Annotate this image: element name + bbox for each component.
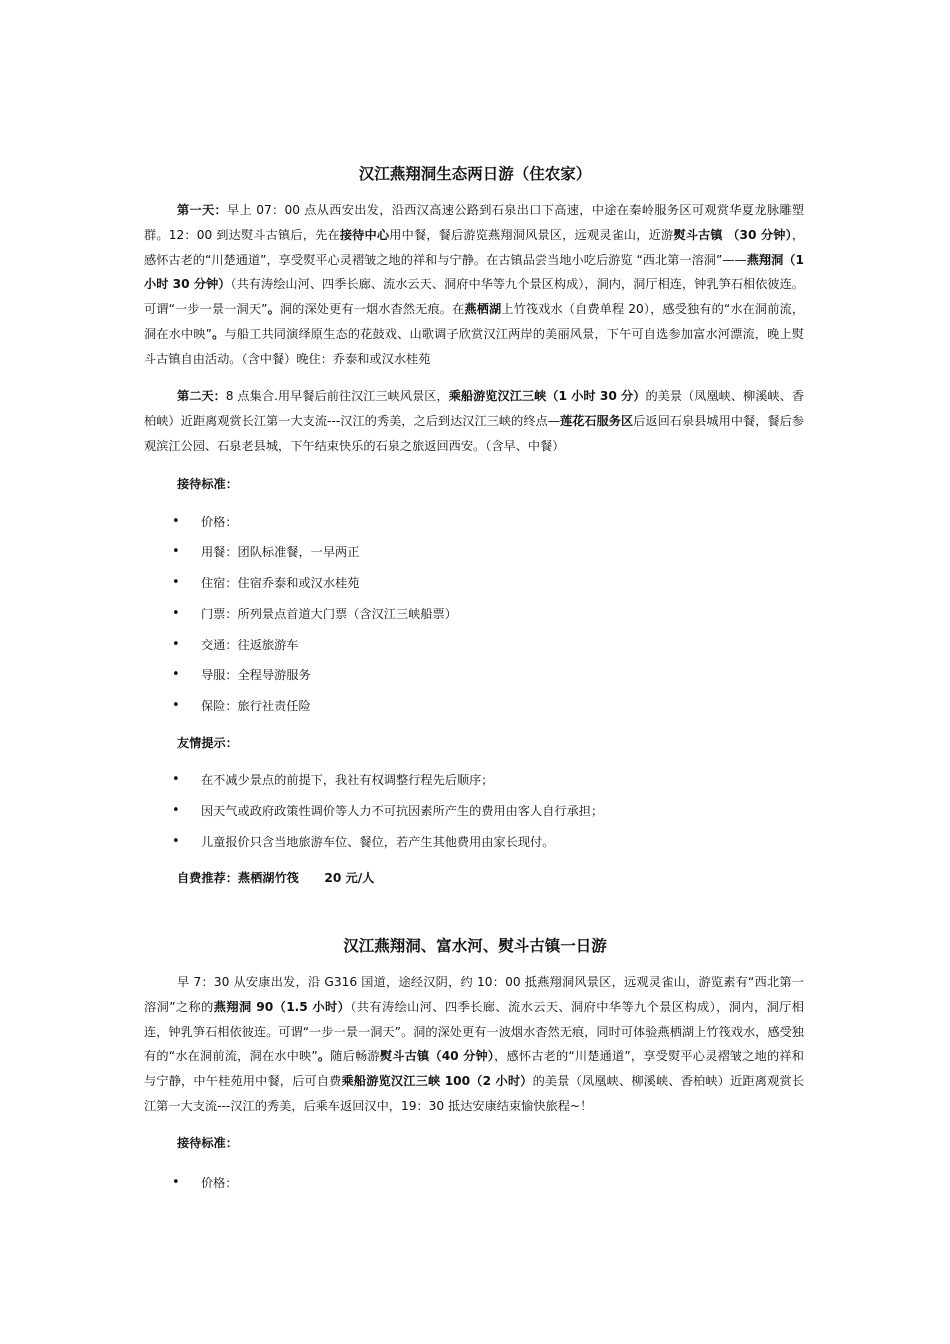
day1-paragraph <box>144 198 804 372</box>
day1-bold-6: 。 <box>211 326 225 341</box>
s2-text-4: ，感怀古老的“川楚通道”，享受熨平心灵褶皱之地的祥和与宁静，中午桂苑用中餐，后可自费 <box>144 1049 804 1089</box>
s2-text-3: 随后畅游 <box>330 1049 380 1064</box>
section2-title: 汉江燕翔洞、富水河、熨斗古镇一日游 <box>343 937 607 955</box>
list-item <box>0 831 700 853</box>
list-item-text: 价格： <box>201 515 238 529</box>
day2-lead: 第二天： <box>177 389 226 403</box>
bullet-icon: • <box>172 667 180 682</box>
standards-label: 接待标准： <box>177 477 238 491</box>
tips-label: 友情提示： <box>177 736 238 750</box>
bullet-icon: • <box>172 834 180 849</box>
s2-text-2: （共有涛绘山河、四季长廊、流水云天、洞府中华等九个景区构成），洞内，洞厅相连，钟乳笋石相依彼连。可谓“一步一景一洞天”。洞的深处更有一波烟水杳然无痕，同时可体验燕栖湖上竹筏戏水，感受独有的“水在洞前流，洞在水中映” <box>144 999 804 1064</box>
day1-text-2: 用中餐，餐后游览燕翔洞风景区，远观灵雀山，近游 <box>389 227 674 242</box>
list-item-text: 门票：所列景点首道大门票（含汉江三峡船票） <box>201 607 457 621</box>
list-item <box>0 572 700 594</box>
s2-bold-1: 燕翔洞 90（1.5 小时） <box>213 999 351 1014</box>
list-item-text: 价格： <box>201 1176 238 1190</box>
list-item-text: 交通：往返旅游车 <box>201 638 299 652</box>
day2-text-2: 的美景（凤凰峡、柳溪峡、香柏峡）近距离观赏长江第一大支流---汉江的秀美，之后到达汉江三峡的终点— <box>144 389 805 428</box>
day2-paragraph <box>144 384 804 458</box>
bullet-icon: • <box>172 575 180 590</box>
day1-text-6: 上竹筏戏水（自费单程 20），感受独有的“水在洞前流，洞在水中映” <box>144 302 805 341</box>
bullet-icon: • <box>172 637 180 652</box>
section2-paragraph <box>144 970 804 1119</box>
day1-bold-1: 接待中心 <box>339 227 390 242</box>
section1-title: 汉江燕翔洞生态两日游（住农家） <box>358 165 592 183</box>
bullet-icon: • <box>172 606 180 621</box>
list-item-text: 保险：旅行社责任险 <box>201 699 311 713</box>
day1-text-4: （共有涛绘山河、四季长廊、流水云天、洞府中华等九个景区构成），洞内，洞厅相连，钟乳笋石相依彼连。可谓“一步一景一洞天” <box>144 277 804 317</box>
s2-text-5: 的美景（凤凰峡、柳溪峡、香柏峡）近距离观赏长江第一大支流---汉江的秀美，后乘车返回汉中，19：30 抵达安康结束愉快旅程~！ <box>144 1074 805 1113</box>
list-item <box>0 1172 700 1194</box>
bullet-icon: • <box>172 803 180 818</box>
bullet-icon: • <box>172 772 180 787</box>
day1-text-1: 早上 07：00 点从西安出发，沿西汉高速公路到石泉出口下高速，中途在秦岭服务区可观赏华夏龙脉雕塑群。12：00 到达熨斗古镇后，先在 <box>144 203 805 242</box>
s2-bold-2: 。 <box>317 1049 331 1064</box>
day1-bold-5: 燕栖湖 <box>464 302 502 317</box>
list-item <box>0 800 700 822</box>
day2-bold-2: 莲花石服务区 <box>559 413 634 428</box>
list-item-text: 在不减少景点的前提下，我社有权调整行程先后顺序； <box>201 773 494 787</box>
list-item <box>0 603 700 625</box>
day2-text-3: 后返回石泉县城用中餐，餐后参观滨江公园、石泉老县城，下午结束快乐的石泉之旅返回西安。（含早、中餐） <box>144 413 805 453</box>
s2-bold-3: 熨斗古镇（40 分钟） <box>379 1049 495 1064</box>
list-item <box>0 769 700 791</box>
list-item-text: 导服：全程导游服务 <box>201 668 311 682</box>
list-item <box>0 634 700 656</box>
bullet-icon: • <box>172 544 180 559</box>
bullet-icon: • <box>172 514 180 529</box>
list-item <box>0 511 700 533</box>
bullet-icon: • <box>172 698 180 713</box>
list-item <box>0 541 700 563</box>
s2-bold-4: 乘船游览汉江三峡 100（2 小时） <box>341 1074 533 1089</box>
list-item <box>0 664 700 686</box>
list-item-text: 儿童报价只含当地旅游车位、餐位，若产生其他费用由家长现付。 <box>201 835 555 849</box>
day1-bold-2: 熨斗古镇 （30 分钟） <box>673 227 792 242</box>
day2-bold-1: 乘船游览汉江三峡（1 小时 30 分） <box>448 389 646 403</box>
list-item-text: 因天气或政府政策性调价等人力不可抗因素所产生的费用由客人自行承担； <box>201 804 604 818</box>
s2-text-1: 早 7：30 从安康出发，沿 G316 国道，途经汉阴，约 10：00 抵燕翔洞风景区，远观灵雀山，游览素有“西北第一溶洞”之称的 <box>144 975 804 1014</box>
day1-bold-3: 燕翔洞（1 小时 30 分钟） <box>144 252 804 292</box>
list-item <box>0 695 700 717</box>
section2-standards-label: 接待标准： <box>177 1136 238 1150</box>
day1-text-7: 与船工共同演绎原生态的花鼓戏、山歌调子欣赏汉江两岸的美丽风景，下午可自选参加富水河漂流，晚上熨斗古镇自由活动。（含中餐）晚住：乔泰和或汉水桂苑 <box>144 326 804 366</box>
day1-text-3: ，感怀古老的“川楚通道”，享受熨平心灵褶皱之地的祥和与宁静。在古镇品尝当地小吃后游览 “西北第一溶洞”—— <box>144 227 805 267</box>
list-item-text: 住宿：住宿乔泰和或汉水桂苑 <box>201 576 360 590</box>
day1-lead: 第一天： <box>177 203 228 217</box>
day1-text-5: 洞的深处更有一烟水杳然无痕。在 <box>279 302 465 317</box>
list-item-text: 用餐：团队标准餐，一早两正 <box>201 545 360 559</box>
day2-text-1: 8 点集合.用早餐后前往汉江三峡风景区， <box>225 389 449 403</box>
bullet-icon: • <box>172 1175 180 1190</box>
self-pay-recommendation: 自费推荐：燕栖湖竹筏 20 元/人 <box>177 871 375 885</box>
day1-bold-4: 。 <box>267 302 280 317</box>
